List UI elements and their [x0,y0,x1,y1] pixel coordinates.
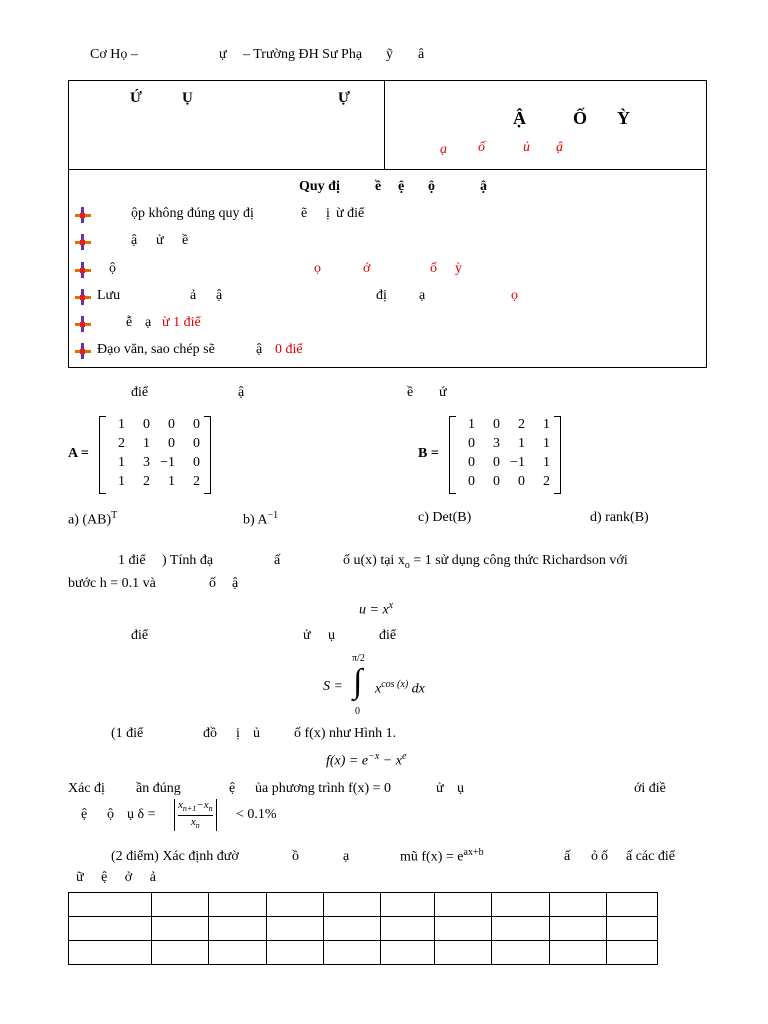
matrix-cell: 0 [493,455,500,470]
matrix-cell: 0 [468,436,475,451]
bullet-icon [75,343,91,359]
matrix-cell: 0 [143,417,150,432]
matrix-cell: 0 [193,417,200,432]
title-sub-1: ạ [440,142,447,157]
matrix-a [99,416,211,494]
rule-3-b: ọ [314,261,321,276]
table-cell [381,941,435,965]
header-course: Cơ Họ – [90,47,138,62]
q3-integral-upper: π/2 [352,653,365,664]
rules-heading-b: ề [375,179,382,194]
header-fragment-2: ỹ [386,47,393,62]
q4-line3-tail: < 0.1% [236,807,277,822]
matrix-cell: 1 [543,417,550,432]
bullet-icon [75,234,91,250]
rule-4-f: ọ [511,288,518,303]
q2-text-c: ấ [274,553,281,568]
q5-text-g: ố [601,849,608,864]
rule-6-a: Đạo văn, sao chép sẽ [97,342,215,357]
q5-text-a: (2 điểm) Xác định đườ [111,849,239,864]
bullet-icon [75,262,91,278]
rule-5-c: ừ 1 điể [162,315,201,330]
q3-integrand: $x^{cos (x)}$ dx [375,679,425,697]
rules-heading-d: ộ [428,179,435,194]
q2-text-b: ) Tính đạ [162,553,214,568]
q1-part-b: b) $A^{-1}$ [243,510,279,528]
q4-line3-c: ụ δ = [127,807,156,822]
table-cell [550,917,607,941]
q4-text-a: (1 điể [111,726,144,741]
q5-text-e: ấ [564,849,571,864]
table-cell [209,917,267,941]
matrix-cell: 1 [168,474,175,489]
q4-line2-c: ệ [229,781,236,796]
q4-line2-f: ụ [457,781,464,796]
title-left-2: Ụ [182,90,193,106]
q4-fraction: $x_{n+1}-x_n$ $x_n$ [174,799,217,831]
title-sub-3: ủ [523,140,530,155]
q4-text-e: ố f(x) như Hình 1. [294,726,397,741]
q4-line2-b: ần đúng [136,781,181,796]
table-cell [550,941,607,965]
rule-3-e: ỳ [455,261,462,276]
rule-5-a: ễ [126,315,133,330]
q4-formula: $f(x) = e^{-x} - x^e$ [326,751,407,769]
q1-intro-d: ứ [439,385,447,400]
table-cell [381,893,435,917]
table-cell [492,917,550,941]
matrix-cell: 1 [468,417,475,432]
table-cell [435,917,492,941]
table-cell [267,917,324,941]
rule-3-d: ố [430,261,437,276]
title-left-3: Ự [338,90,350,106]
rule-5-b: ạ [145,315,152,330]
rule-4-d: đị [376,288,387,303]
matrix-cell: 0 [518,474,525,489]
table-cell [69,893,152,917]
q1-part-d: d) rank(B) [590,510,649,525]
rule-4-a: Lưu [97,288,121,303]
matrix-cell: 2 [193,474,200,489]
q4-text-b: đồ [203,726,217,741]
q5-text-c: ạ [343,849,350,864]
rule-2-c: ề [182,233,189,248]
bullet-icon [75,316,91,332]
q1-intro-b: ậ [238,385,245,400]
table-cell [267,941,324,965]
matrix-cell: 1 [118,455,125,470]
matrix-cell: −1 [160,455,175,470]
q2-text-a: 1 điể [118,553,146,568]
q4-line2-a: Xác đị [68,781,105,796]
q1-part-c: c) Det(B) [418,510,472,525]
matrix-cell: 1 [118,474,125,489]
q1-intro-c: ề [407,385,414,400]
table-cell [381,917,435,941]
table-cell [324,893,381,917]
rule-6-b: ậ [256,342,263,357]
header-school: – Trường ĐH Sư Phạ [243,47,363,62]
matrix-cell: 3 [143,455,150,470]
matrix-cell: 0 [193,436,200,451]
matrix-cell: −1 [510,455,525,470]
title-right-3: Ỳ [617,108,630,128]
q2-text-d: ố u(x) tại $x_o = 1$ sử dụng công thức Richardson với [343,553,628,571]
q3-integral-lower: 0 [355,706,360,717]
rule-4-e: ạ [419,288,426,303]
q4-line2-e: ử [436,781,444,796]
title-box [68,80,707,170]
title-right-1: Ậ [513,108,526,128]
q3-text-a: điể [131,628,149,643]
rule-4-c: ậ [216,288,223,303]
rules-heading-a: Quy đị [299,179,340,194]
table-cell [324,941,381,965]
matrix-b [449,416,561,494]
rule-2-a: ậ [131,233,138,248]
q2-line2-b: ố [209,576,216,591]
table-cell [152,893,209,917]
matrix-cell: 0 [493,417,500,432]
header-fragment: ự [219,47,227,62]
q5-text-h: ấ các điể [626,849,675,864]
table-cell [152,917,209,941]
rule-1-c: ị [326,206,330,221]
table-cell [69,941,152,965]
table-cell [550,893,607,917]
matrix-cell: 1 [518,436,525,451]
matrix-cell: 1 [143,436,150,451]
table-cell [607,941,658,965]
matrix-cell: 0 [168,417,175,432]
q1-part-a: a) (AB)$^T$ [68,510,118,528]
q3-lhs: S = [323,679,343,694]
rule-3-c: ớ [363,261,371,276]
q1-intro-a: điể [131,385,149,400]
bullet-icon [75,207,91,223]
table-cell [152,941,209,965]
table-row [69,941,658,965]
matrix-cell: 2 [518,417,525,432]
q5-text-d: mũ $f(x) = e^{ax+b}$ [400,847,484,865]
table-cell [435,893,492,917]
table-cell [607,893,658,917]
q4-text-d: ủ [253,726,260,741]
q5-line2: ữ ệ ở ả [76,870,156,885]
q4-line2-d: ủa phương trình f(x) = 0 [255,781,392,796]
rule-1-a: ộp không đúng quy đị [131,206,254,221]
table-cell [324,917,381,941]
q4-line2-g: ới điề [634,781,666,796]
matrix-cell: 2 [143,474,150,489]
q3-text-c: ụ [328,628,335,643]
table-cell [435,941,492,965]
table-cell [209,893,267,917]
table-cell [69,917,152,941]
title-divider [384,80,385,170]
q4-line3-b: ộ [107,807,114,822]
q4-line3-a: ệ [81,807,88,822]
matrix-cell: 0 [168,436,175,451]
rule-6-c: 0 điể [275,342,303,357]
table-cell [492,893,550,917]
table-cell [492,941,550,965]
matrix-cell: 2 [118,436,125,451]
matrix-cell: 3 [493,436,500,451]
bullet-icon [75,289,91,305]
title-sub-4: ậ [556,140,563,155]
q3-text-d: điể [379,628,397,643]
header-fragment-3: â [418,47,425,62]
rule-1-d: ừ điể [336,206,365,221]
title-left-1: Ứ [130,90,142,106]
table-cell [209,941,267,965]
data-table [68,892,658,965]
title-sub-2: ố [478,140,485,155]
rules-heading-e: ậ [480,179,487,194]
rule-1-b: ẽ [301,206,308,221]
matrix-cell: 1 [543,436,550,451]
matrix-cell: 1 [543,455,550,470]
q2-line2-c: ậ [232,576,239,591]
rules-box [68,169,707,368]
matrix-a-label: A = [68,446,89,461]
q3-text-b: ử [303,628,311,643]
rule-2-b: ử [156,233,164,248]
q2-line2-a: bước h = 0.1 và [68,576,156,591]
table-row [69,917,658,941]
q4-text-c: ị [236,726,240,741]
rules-heading-c: ệ [398,179,405,194]
table-cell [267,893,324,917]
matrix-cell: 2 [543,474,550,489]
matrix-cell: 0 [193,455,200,470]
title-right-2: Ố [573,108,588,128]
integral-sign-icon: ∫ [353,663,363,700]
q5-text-f: ỏ [591,849,598,864]
rule-4-b: ả [190,288,197,303]
q5-text-b: ồ [292,849,299,864]
table-cell [607,917,658,941]
matrix-b-label: B = [418,446,439,461]
matrix-cell: 0 [468,455,475,470]
matrix-cell: 1 [118,417,125,432]
table-row [69,893,658,917]
matrix-cell: 0 [468,474,475,489]
matrix-cell: 0 [493,474,500,489]
q2-formula: $u = x^x$ [359,600,394,618]
rule-3-a: ộ [109,261,116,276]
